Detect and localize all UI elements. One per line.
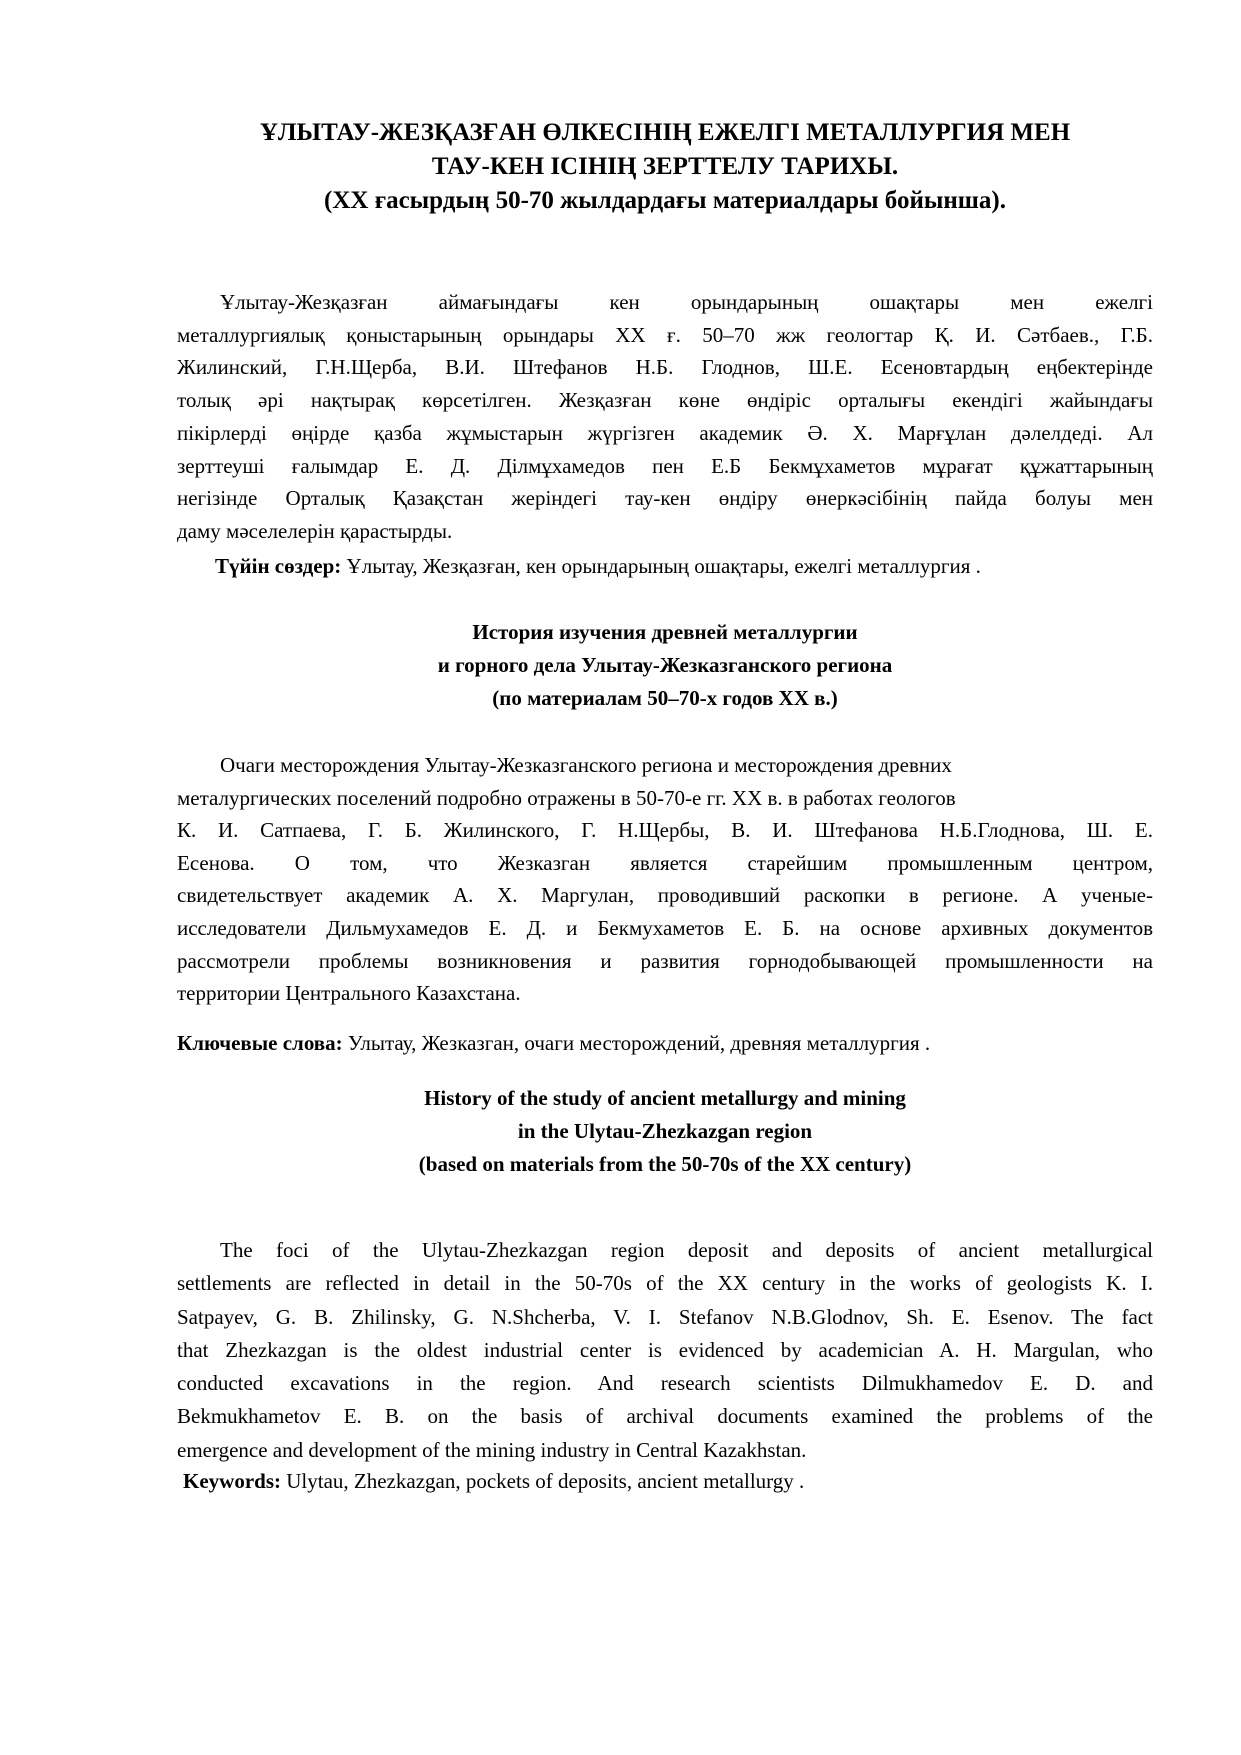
kazakh-title-line: ҰЛЫТАУ-ЖЕЗҚАЗҒАН ӨЛКЕСІНІҢ ЕЖЕЛГІ МЕТАЛЛУРГИЯ МЕН (259, 119, 1071, 146)
russian-abstract-line: рассмотрели проблемы возникновения и развития горнодобывающей промышленности на (177, 948, 1153, 973)
kazakh-abstract-line: пікірлерді өңірде қазба жұмыстарын жүргізген академик Ә. Х. Марғұлан дәлелдеді. Ал (177, 420, 1153, 445)
english-abstract-line: that Zhezkazgan is the oldest industrial center is evidenced by academician A. H. Margulan, who (177, 1337, 1153, 1362)
kazakh-abstract-line: толық әрі нақтырақ көрсетілген. Жезқазған көне өндіріс орталығы екендігі жайындағы (177, 388, 1153, 413)
kazakh-abstract-line: негізінде Орталық Қазақстан жеріндегі тау-кен өндіру өнеркәсібінің пайда болуы мен (177, 486, 1153, 511)
kazakh-abstract-line: Жилинский, Г.Н.Щерба, В.И. Штефанов Н.Б. Глоднов, Ш.Е. Есеновтардың еңбектерінде (177, 355, 1153, 380)
russian-abstract-line: К. И. Сатпаева, Г. Б. Жилинского, Г. Н.Щербы, В. И. Штефанова Н.Б.Глоднова, Ш. Е. (177, 818, 1153, 843)
russian-keywords-text: Улытау, Жезказган, очаги месторождений, древняя металлургия . (342, 1031, 931, 1055)
english-abstract-line: Bekmukhametov E. B. on the basis of archival documents examined the problems of the (177, 1404, 1153, 1429)
english-keywords (183, 1466, 804, 1496)
kazakh-abstract-line: зерттеуші ғалымдар Е. Д. Ділмұхамедов пен Е.Б Бекмұхаметов мұрағат құжаттарының (177, 453, 1153, 478)
english-title-line: in the Ulytau-Zhezkazgan region (517, 1119, 813, 1143)
english-abstract-line: Satpayev, G. B. Zhilinsky, G. N.Shcherba, V. I. Stefanov N.B.Glodnov, Sh. E. Esenov. The fact (177, 1304, 1153, 1329)
english-abstract-line: settlements are reflected in detail in the 50-70s of the XX century in the works of geologists K. I. (177, 1271, 1153, 1296)
english-abstract-line: The foci of the Ulytau-Zhezkazgan region deposit and deposits of ancient metallurgical (220, 1238, 1153, 1262)
russian-keywords (177, 1028, 930, 1058)
kazakh-abstract-line: Ұлытау-Жезқазған аймағындағы кен орындарының ошақтары мен ежелгі (220, 290, 1153, 314)
english-keywords-label: Keywords: (183, 1469, 281, 1493)
kazakh-keywords-label: Түйін сөздер: (215, 554, 342, 578)
russian-abstract-line: территории Центрального Казахстана. (177, 981, 521, 1006)
english-abstract (177, 1234, 1153, 1467)
english-abstract-line: conducted excavations in the region. And research scientists Dilmukhamedov E. D. and (177, 1371, 1153, 1396)
kazakh-keywords-text: Ұлытау, Жезқазған, кен орындарының ошақтары, ежелгі металлургия . (341, 554, 981, 578)
russian-title-line: История изучения древней металлургии (472, 620, 858, 644)
russian-abstract-line: Есенова. О том, что Жезказган является старейшим промышленным центром, (177, 850, 1153, 875)
english-title-line: History of the study of ancient metallurgy and mining (424, 1086, 906, 1110)
russian-keywords-label: Ключевые слова: (177, 1031, 343, 1055)
russian-title (177, 616, 1153, 715)
russian-abstract (177, 749, 1153, 1010)
russian-title-line: и горного дела Улытау-Жезказганского региона (437, 653, 893, 677)
kazakh-keywords (215, 551, 981, 581)
russian-abstract-line: свидетельствует академик А. Х. Маргулан, проводивший раскопки в регионе. А ученые- (177, 883, 1153, 908)
kazakh-title (177, 116, 1153, 218)
english-keywords-text: Ulytau, Zhezkazgan, pockets of deposits, ancient metallurgy . (281, 1469, 805, 1493)
kazakh-abstract-line: даму мәселелерін қарастырды. (177, 518, 453, 543)
russian-abstract-line: металургических поселений подробно отражены в 50-70-е гг. ХХ в. в работах геологов (177, 785, 956, 810)
kazakh-abstract (177, 286, 1153, 548)
russian-title-line: (по материалам 50–70-х годов ХХ в.) (492, 686, 838, 710)
english-abstract-line: emergence and development of the mining industry in Central Kazakhstan. (177, 1437, 807, 1462)
kazakh-title-line: ТАУ-КЕН ІСІНІҢ ЗЕРТТЕЛУ ТАРИХЫ. (431, 153, 899, 180)
russian-abstract-line: Очаги месторождения Улытау-Жезказганского региона и месторождения древних (220, 753, 952, 777)
kazakh-title-line: (ХХ ғасырдың 50-70 жылдардағы материалдары бойынша). (324, 187, 1006, 214)
english-title-line: (based on materials from the 50-70s of the XX century) (418, 1152, 912, 1176)
english-title (177, 1082, 1153, 1181)
russian-abstract-line: исследователи Дильмухамедов Е. Д. и Бекмухаметов Е. Б. на основе архивных документов (177, 915, 1153, 940)
kazakh-abstract-line: металлургиялық қоныстарының орындары ХХ ғ. 50–70 жж геологтар Қ. И. Сәтбаев., Г.Б. (177, 322, 1153, 347)
